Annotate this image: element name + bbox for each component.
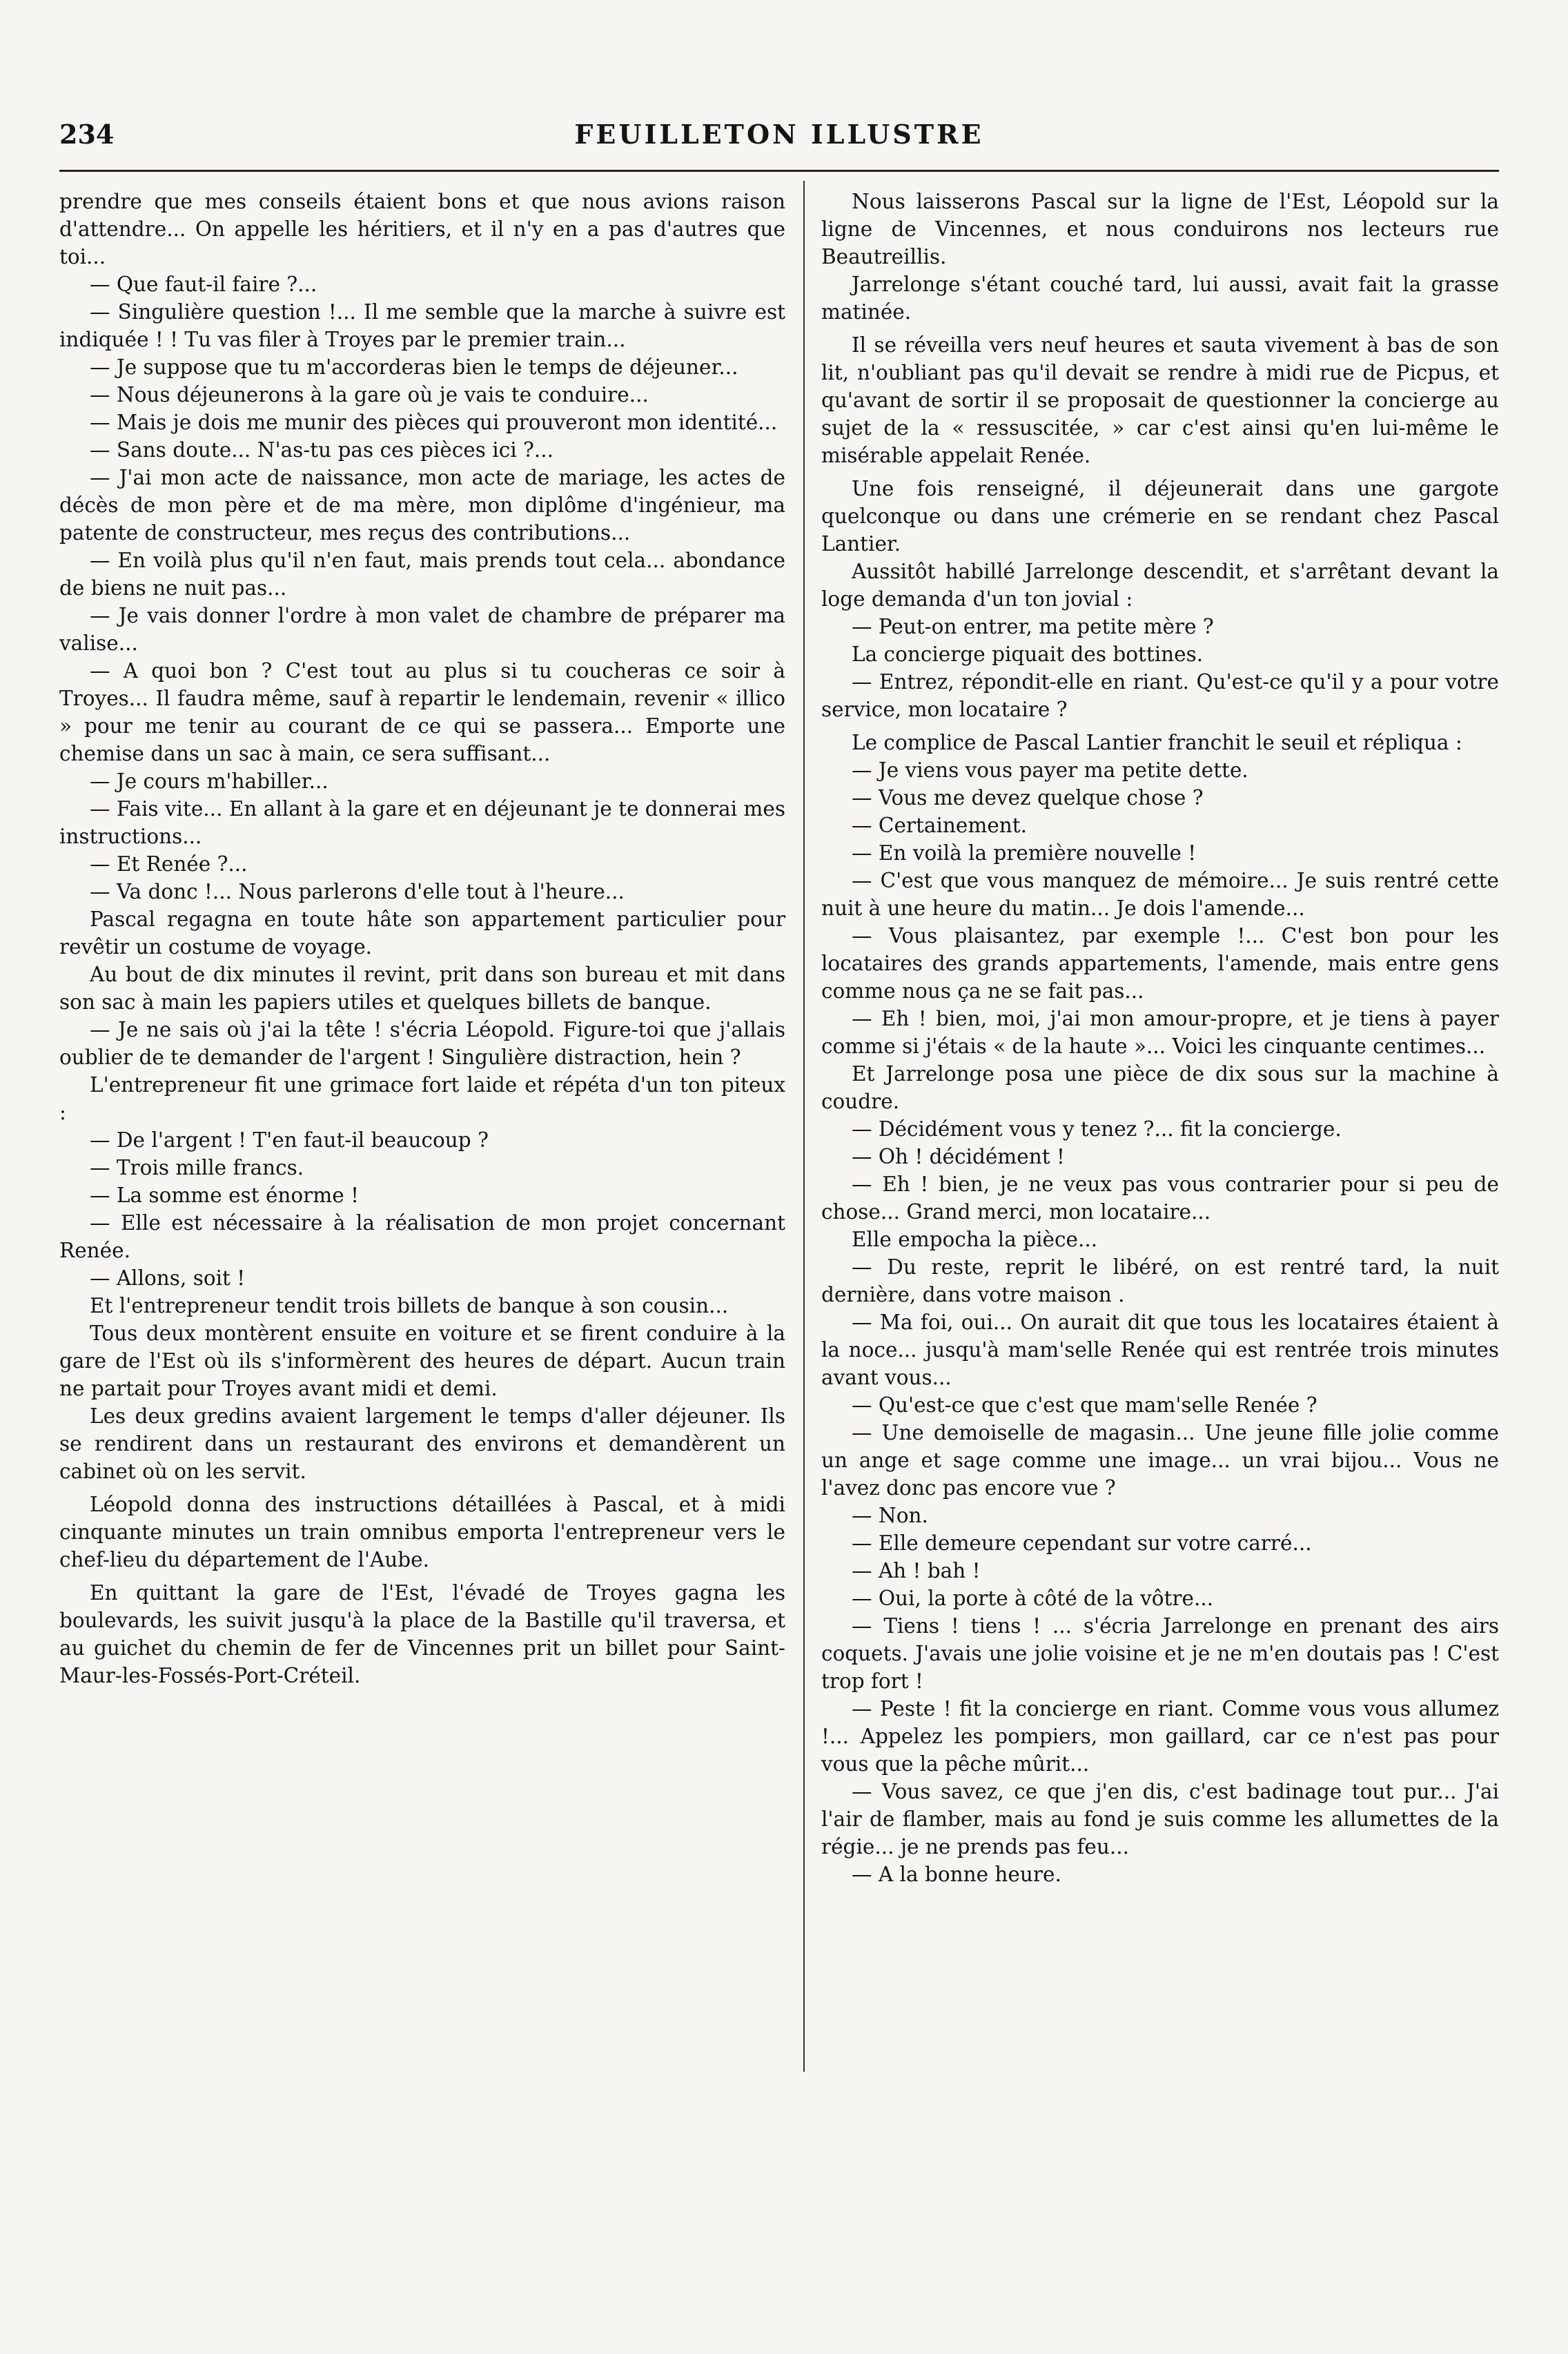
paragraph: — Elle est nécessaire à la réalisation de mon projet concernant Renée. [59,1211,785,1262]
paragraph: — A la bonne heure. [852,1863,1061,1886]
paragraph: — Singulière question !... Il me semble que la marche à suivre est indiquée ! ! Tu vas filer à Troyes par le premier train... [59,300,785,351]
paragraph: — Nous déjeunerons à la gare où je vais te conduire... [90,383,649,406]
paragraph: — Non. [852,1504,928,1527]
paragraph: — Une demoiselle de magasin... Une jeune fille jolie comme un ange et sage comme une image... un vrai bijou... Vous ne l'avez donc pas encore vue ? [821,1421,1499,1500]
paragraph: — Eh ! bien, je ne veux pas vous contrarier pour si peu de chose... Grand merci, mon locataire... [821,1173,1499,1224]
paragraph: La concierge piquait des bottines. [852,643,1204,666]
paragraph: — J'ai mon acte de naissance, mon acte de mariage, les actes de décès de mon père et de ma mère, mon diplôme d'ingénieur, ma patente de constructeur, mes reçus des contributions... [59,466,785,545]
paragraph: Tous deux montèrent ensuite en voiture et se firent conduire à la gare de l'Est où ils s'informèrent des heures de départ. Aucun train ne partait pour Troyes avant midi et demi. [59,1322,785,1400]
paragraph: — Trois mille francs. [90,1156,304,1179]
paragraph: — Peste ! fit la concierge en riant. Comme vous vous allumez !... Appelez les pompiers, mon gaillard, car ce n'est pas pour vous que la pêche mûrit... [821,1697,1499,1776]
paragraph: — Oui, la porte à côté de la vôtre... [852,1587,1214,1610]
running-title: FEUILLETON ILLUSTRE [574,119,984,150]
left-column [59,188,785,2244]
paragraph: Et Jarrelonge posa une pièce de dix sous sur la machine à coudre. [821,1062,1499,1113]
paragraph: — Je suppose que tu m'accorderas bien le temps de déjeuner... [90,355,738,379]
paragraph: — A quoi bon ? C'est tout au plus si tu coucheras ce soir à Troyes... Il faudra même, sauf à repartir le lendemain, revenir « illico » pour me tenir au courant de ce qui se passera... Emporte une chemise dans un sac à main, ce sera suffisant... [59,659,785,765]
paragraph: — En voilà plus qu'il n'en faut, mais prends tout cela... abondance de biens ne nuit pas... [59,549,785,600]
paragraph: — Je vais donner l'ordre à mon valet de chambre de préparer ma valise... [59,604,785,655]
paragraph: — Que faut-il faire ?... [90,273,317,296]
paragraph: — Sans doute... N'as-tu pas ces pièces ici ?... [90,438,553,462]
paragraph: — Ma foi, oui... On aurait dit que tous les locataires étaient à la noce... jusqu'à mam'selle Renée qui est rentrée trois minutes avant vous... [821,1311,1499,1389]
paragraph: — Du reste, reprit le libéré, on est rentré tard, la nuit dernière, dans votre maison . [821,1255,1499,1306]
paragraph: — Certainement. [852,814,1028,837]
paragraph: — Ah ! bah ! [852,1559,981,1582]
paragraph: Elle empocha la pièce... [852,1228,1098,1251]
paragraph: — Décidément vous y tenez ?... fit la concierge. [852,1117,1342,1141]
paragraph: — Je ne sais où j'ai la tête ! s'écria Léopold. Figure-toi que j'allais oublier de te demander de l'argent ! Singulière distraction, hein ? [59,1018,785,1069]
paragraph: Jarrelonge s'étant couché tard, lui aussi, avait fait la grasse matinée. [821,273,1499,324]
paragraph: — Peut-on entrer, ma petite mère ? [852,615,1214,638]
column-divider [803,181,805,2072]
paragraph: — Allons, soit ! [90,1266,246,1290]
paragraph: — En voilà la première nouvelle ! [852,841,1197,865]
paragraph: — Vous me devez quelque chose ? [852,786,1204,810]
paragraph: — Eh ! bien, moi, j'ai mon amour-propre, et je tiens à payer comme si j'étais « de la haute »... Voici les cinquante centimes... [821,1007,1499,1058]
paragraph: — Oh ! décidément ! [852,1145,1065,1168]
paragraph: — Qu'est-ce que c'est que mam'selle Renée ? [852,1393,1317,1417]
paragraph: — Vous plaisantez, par exemple !... C'est bon pour les locataires des grands appartements, l'amende, mais entre gens comme nous ça ne se fait pas... [821,924,1499,1003]
paragraph: Pascal regagna en toute hâte son appartement particulier pour revêtir un costume de voyage. [59,908,785,959]
paragraph: — Va donc !... Nous parlerons d'elle tout à l'heure... [90,880,625,903]
paragraph: Les deux gredins avaient largement le temps d'aller déjeuner. Ils se rendirent dans un restaurant des environs et demandèrent un cabinet où on les servit. [59,1404,785,1483]
paragraph: Le complice de Pascal Lantier franchit le seuil et répliqua : [852,731,1462,754]
paragraph: — Tiens ! tiens ! ... s'écria Jarrelonge en prenant des airs coquets. J'avais une jolie voisine et je ne m'en doutais pas ! C'est trop fort ! [821,1614,1499,1693]
paragraph: — Je cours m'habiller... [90,769,329,793]
paragraph: — Vous savez, ce que j'en dis, c'est badinage tout pur... J'ai l'air de flamber, mais au fond je suis comme les allumettes de la régie... je ne prends pas feu... [821,1780,1499,1858]
paragraph: Aussitôt habillé Jarrelonge descendit, et s'arrêtant devant la loge demanda d'un ton jovial : [821,560,1499,611]
right-column [821,188,1499,2244]
paragraph: — C'est que vous manquez de mémoire... Je suis rentré cette nuit à une heure du matin... Je dois l'amende... [821,869,1499,920]
paragraph: Nous laisserons Pascal sur la ligne de l'Est, Léopold sur la ligne de Vincennes, et nous conduirons nos lecteurs rue Beautreillis. [821,190,1499,268]
page-number: 234 [59,119,115,150]
paragraph: — Mais je dois me munir des pièces qui prouveront mon identité... [90,411,778,434]
paragraph: — Fais vite... En allant à la gare et en déjeunant je te donnerai mes instructions... [59,797,785,848]
paragraph: Une fois renseigné, il déjeunerait dans une gargote quelconque ou dans une crémerie en se rendant chez Pascal Lantier. [821,477,1499,556]
paragraph: prendre que mes conseils étaient bons et que nous avions raison d'attendre... On appelle les héritiers, et il n'y en a pas d'autres que toi... [59,190,785,268]
paragraph: — Je viens vous payer ma petite dette. [852,758,1248,782]
paragraph: — De l'argent ! T'en faut-il beaucoup ? [90,1128,489,1152]
paragraph: Et l'entrepreneur tendit trois billets de banque à son cousin... [90,1294,729,1317]
page-header [59,110,1499,166]
paragraph: Léopold donna des instructions détaillées à Pascal, et à midi cinquante minutes un train omnibus emporta l'entrepreneur vers le chef-lieu du département de l'Aube. [59,1493,785,1571]
paragraph: L'entrepreneur fit une grimace fort laide et répéta d'un ton piteux : [59,1073,785,1124]
paragraph: Il se réveilla vers neuf heures et sauta vivement à bas de son lit, n'oubliant pas qu'il devait se rendre à midi rue de Picpus, et qu'avant de sortir il se proposait de questionner la concierge au sujet de la « ressuscitée, » car c'est ainsi qu'en lui-même le misérable appelait Renée. [821,333,1499,467]
paragraph: En quittant la gare de l'Est, l'évadé de Troyes gagna les boulevards, les suivit jusqu'à la place de la Bastille qu'il traversa, et au guichet du chemin de fer de Vincennes prit un billet pour Saint-Maur-les-Fossés-Port-Créteil. [59,1581,785,1687]
paragraph: — Et Renée ?... [90,852,248,876]
paragraph: Au bout de dix minutes il revint, prit dans son bureau et mit dans son sac à main les papiers utiles et quelques billets de banque. [59,963,785,1014]
paragraph: — Elle demeure cependant sur votre carré... [852,1531,1312,1555]
paragraph: — Entrez, répondit-elle en riant. Qu'est-ce qu'il y a pour votre service, mon locataire ? [821,670,1499,721]
header-rule [59,170,1499,172]
paragraph: — La somme est énorme ! [90,1184,359,1207]
